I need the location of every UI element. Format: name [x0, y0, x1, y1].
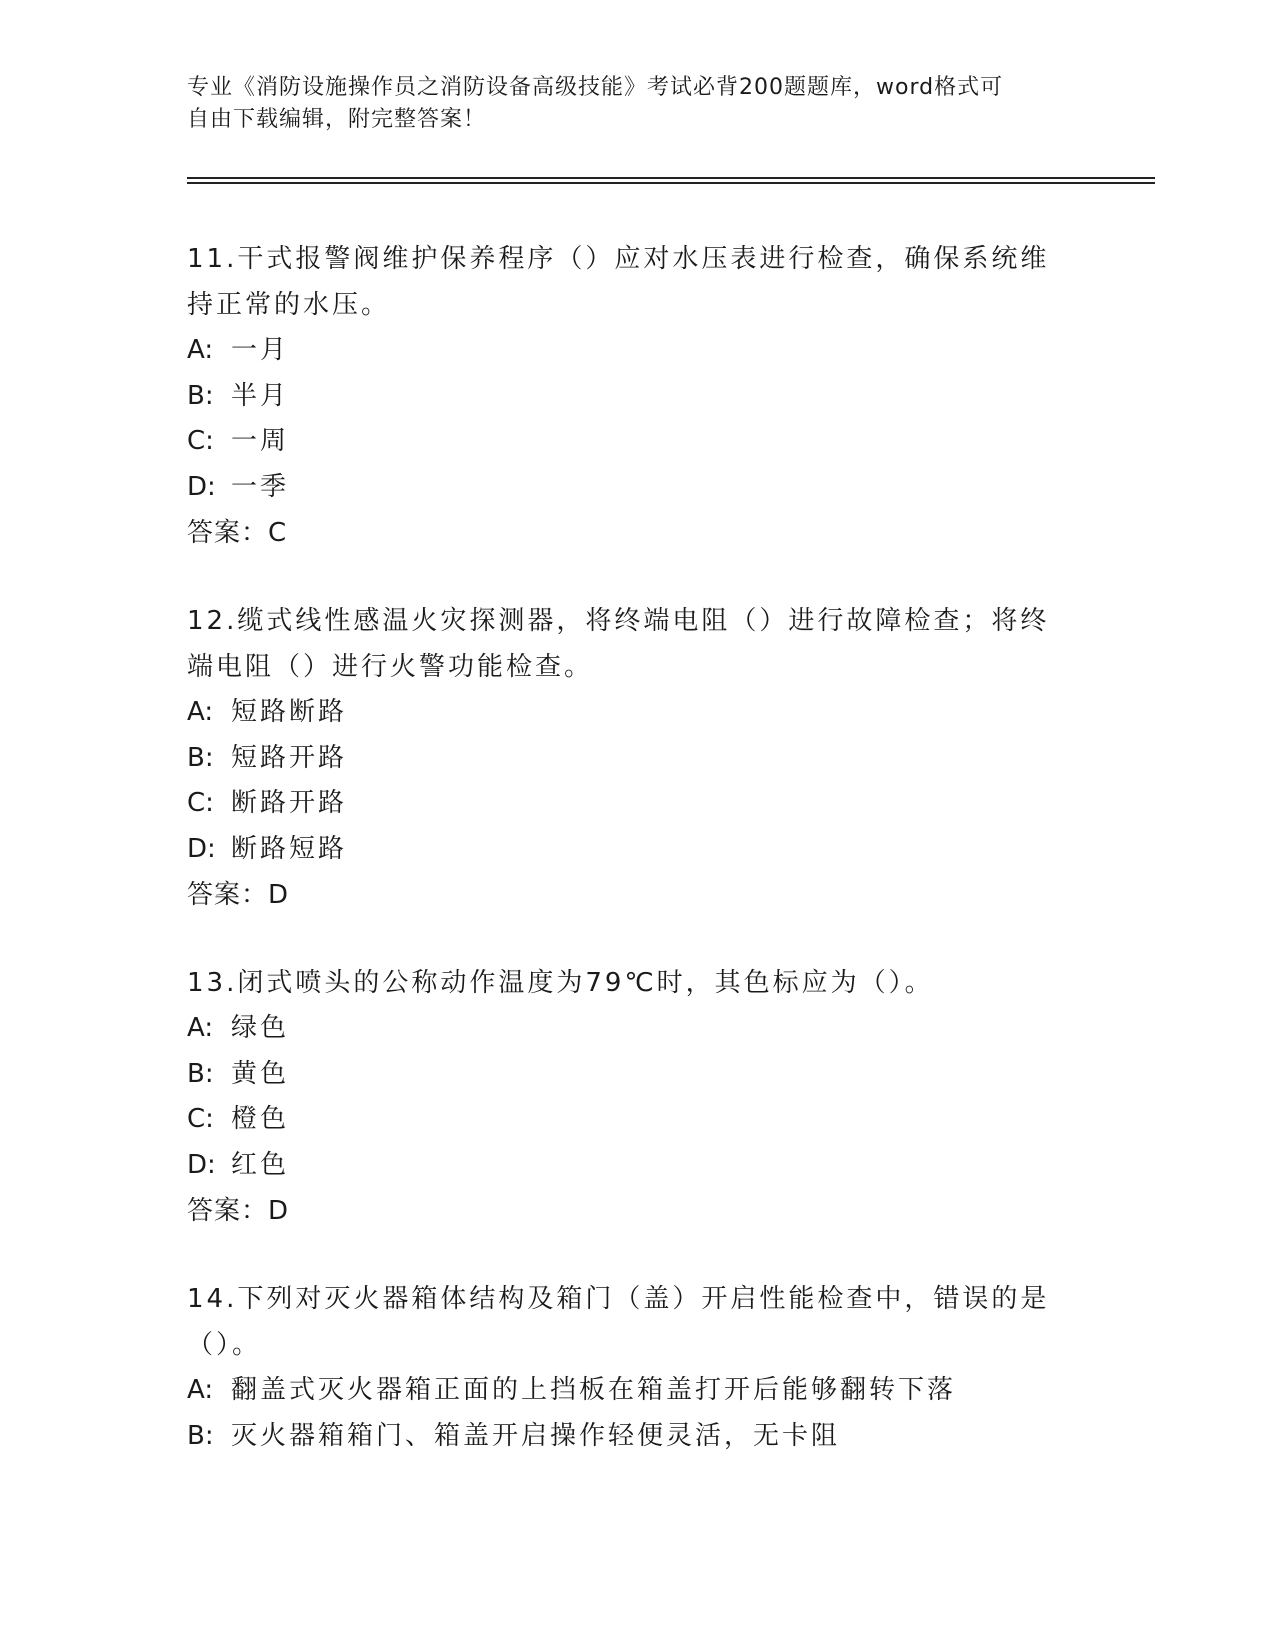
option-text: 一周: [231, 426, 290, 456]
header-title-line2: 自由下载编辑，附完整答案！: [187, 107, 487, 132]
option-b: [187, 736, 1077, 782]
option-letter: B:: [187, 380, 214, 411]
option-text: 断路开路: [231, 788, 348, 818]
option-letter: D:: [187, 833, 216, 864]
answer-value: D: [268, 880, 290, 910]
option-letter: B:: [187, 1420, 214, 1451]
option-text: 灭火器箱箱门、箱盖开启操作轻便灵活，无卡阻: [231, 1420, 841, 1451]
question-number: 14.: [187, 1284, 238, 1314]
option-letter: B:: [187, 742, 214, 773]
option-b: [187, 374, 1077, 420]
header-divider-top: [187, 177, 1155, 179]
question-text: [187, 236, 1077, 328]
answer-value: D: [268, 1196, 290, 1226]
option-text: 黄色: [231, 1058, 290, 1089]
option-c: [187, 419, 1077, 465]
option-letter: A:: [187, 1375, 214, 1405]
option-a: [187, 328, 1077, 374]
answer-line: [187, 872, 1077, 918]
question-list: [187, 236, 1077, 1501]
question-body: 缆式线性感温火灾探测器，将终端电阻（）进行故障检查；将终端电阻（）进行火警功能检查。: [187, 606, 1050, 682]
option-letter: A:: [187, 335, 214, 365]
option-letter: A:: [187, 697, 214, 727]
question-body: 干式报警阀维护保养程序（）应对水压表进行检查，确保系统维持正常的水压。: [187, 244, 1050, 320]
header-divider-bottom: [187, 182, 1155, 184]
option-d: [187, 827, 1077, 873]
question-11: [187, 236, 1077, 556]
option-c: [187, 1097, 1077, 1143]
option-a: [187, 1006, 1077, 1052]
answer-line: [187, 510, 1077, 556]
option-text: 橙色: [231, 1104, 290, 1134]
question-12: [187, 598, 1077, 918]
option-text: 翻盖式灭火器箱正面的上挡板在箱盖打开后能够翻转下落: [231, 1375, 957, 1405]
option-letter: D:: [187, 471, 216, 502]
question-number: 13.: [187, 968, 238, 998]
answer-label: 答案：: [187, 880, 269, 910]
option-a: [187, 1368, 1077, 1414]
option-letter: C:: [187, 788, 214, 818]
option-a: [187, 690, 1077, 736]
option-text: 半月: [231, 380, 290, 411]
option-letter: B:: [187, 1058, 214, 1089]
option-text: 一月: [231, 335, 290, 365]
option-c: [187, 781, 1077, 827]
answer-value: C: [268, 518, 288, 548]
question-number: 11.: [187, 244, 238, 274]
option-b: [187, 1052, 1077, 1098]
question-body: 闭式喷头的公称动作温度为79℃时，其色标应为（）。: [237, 968, 934, 998]
option-text: 断路短路: [231, 833, 348, 864]
question-number: 12.: [187, 606, 238, 636]
option-letter: D:: [187, 1149, 216, 1180]
option-text: 绿色: [231, 1013, 290, 1043]
option-letter: A:: [187, 1013, 214, 1043]
option-d: [187, 1143, 1077, 1189]
answer-label: 答案：: [187, 518, 269, 548]
option-letter: C:: [187, 426, 214, 456]
header-title-line1: 专业《消防设施操作员之消防设备高级技能》考试必背200题题库，word格式可: [187, 75, 1004, 100]
option-text: 红色: [231, 1149, 290, 1180]
question-13: [187, 960, 1077, 1234]
option-text: 短路开路: [231, 742, 348, 773]
document-header: [187, 72, 1067, 136]
answer-label: 答案：: [187, 1196, 269, 1226]
question-body: 下列对灭火器箱体结构及箱门（盖）开启性能检查中，错误的是（）。: [187, 1284, 1050, 1360]
question-text: [187, 598, 1077, 690]
answer-line: [187, 1188, 1077, 1234]
question-text: [187, 960, 1077, 1006]
question-14: [187, 1276, 1077, 1459]
option-b: [187, 1414, 1077, 1460]
option-text: 一季: [231, 471, 290, 502]
option-letter: C:: [187, 1104, 214, 1134]
option-text: 短路断路: [231, 697, 348, 727]
option-d: [187, 465, 1077, 511]
question-text: [187, 1276, 1077, 1368]
